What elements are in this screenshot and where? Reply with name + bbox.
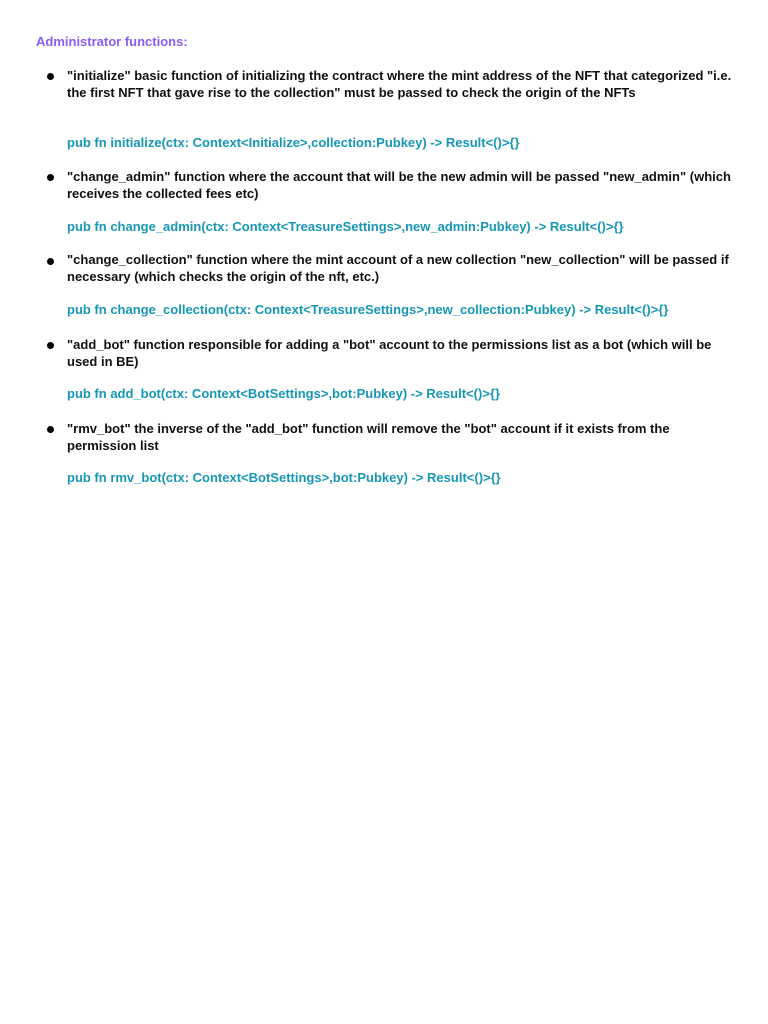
bullet-icon	[47, 73, 54, 80]
item-description: "initialize" basic function of initializing the contract where the mint address of the NFT that categorized "i.e. the first NFT that gave rise to the collection" must be passed to check the origin of the NFTs	[67, 68, 732, 100]
bullet-icon	[47, 258, 54, 265]
function-signature: pub fn rmv_bot(ctx: Context<BotSettings>,bot:Pubkey) -> Result<()>{}	[67, 470, 501, 485]
function-signature: pub fn initialize(ctx: Context<Initialize>,collection:Pubkey) -> Result<()>{}	[67, 135, 520, 150]
bullet-icon	[47, 174, 54, 181]
item-description: "change_collection" function where the mint account of a new collection "new_collection" will be passed if necessary (which checks the origin of the nft, etc.)	[67, 252, 729, 284]
function-signature: pub fn change_admin(ctx: Context<TreasureSettings>,new_admin:Pubkey) -> Result<()>{}	[67, 219, 624, 234]
item-description: "add_bot" function responsible for adding a "bot" account to the permissions list as a bot (which will be used in BE)	[67, 337, 712, 369]
bullet-icon	[47, 426, 54, 433]
section-heading: Administrator functions:	[36, 34, 188, 49]
item-description: "rmv_bot" the inverse of the "add_bot" function will remove the "bot" account if it exists from the permission list	[67, 421, 670, 453]
bullet-icon	[47, 342, 54, 349]
function-signature: pub fn change_collection(ctx: Context<TreasureSettings>,new_collection:Pubkey) -> Result<()>{}	[67, 302, 669, 317]
function-signature: pub fn add_bot(ctx: Context<BotSettings>,bot:Pubkey) -> Result<()>{}	[67, 386, 500, 401]
item-description: "change_admin" function where the account that will be the new admin will be passed "new_admin" (which receives the collected fees etc)	[67, 169, 731, 201]
